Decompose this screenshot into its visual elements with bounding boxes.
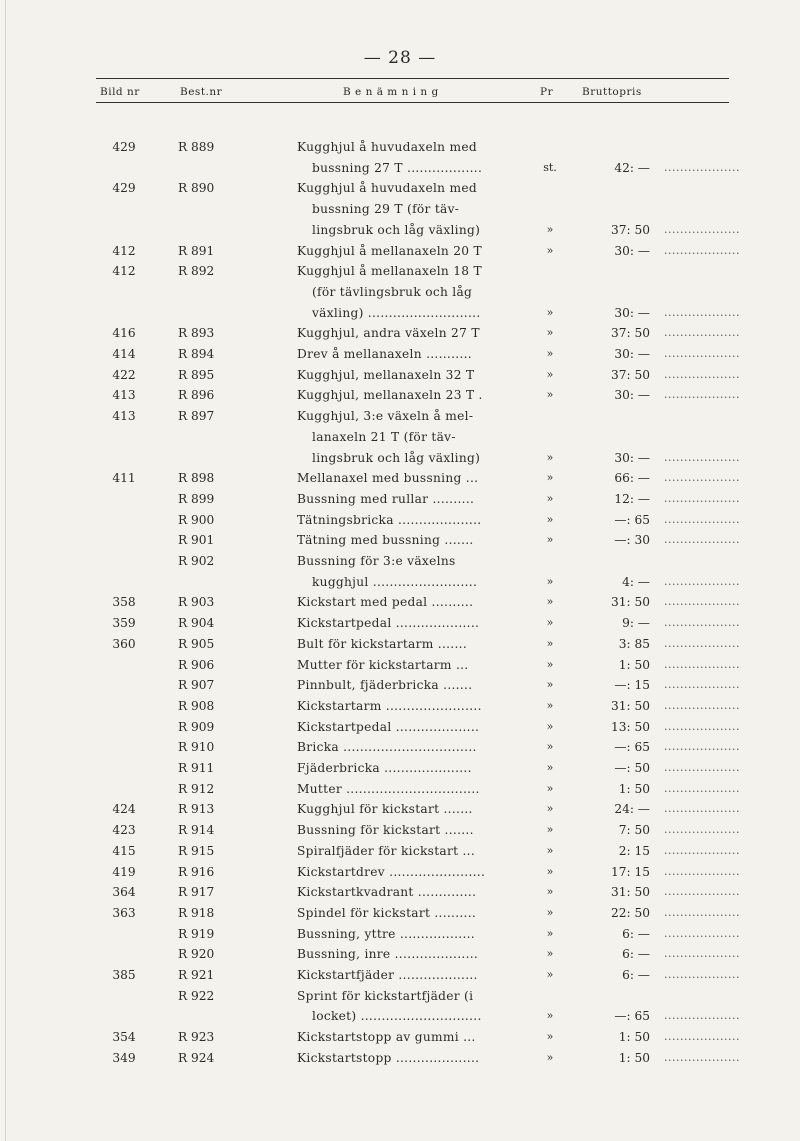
benamning-cell: Spiralfjäder för kickstart ... bbox=[297, 843, 475, 858]
best-nr-cell: R 889 bbox=[178, 140, 215, 154]
price-cell: —: 30 bbox=[614, 533, 650, 548]
benamning-cell: Kugghjul, mellanaxeln 23 T . bbox=[297, 388, 483, 403]
bild-nr-cell: 419 bbox=[112, 864, 136, 879]
bild-nr-cell: 364 bbox=[112, 885, 136, 900]
best-nr-cell: R 894 bbox=[178, 347, 215, 361]
unit-cell: » bbox=[546, 388, 554, 402]
table-row bbox=[0, 986, 800, 1006]
best-nr-cell: R 906 bbox=[178, 657, 215, 672]
benamning-cell: Pinnbult, fjäderbricka ....... bbox=[297, 678, 473, 693]
table-row bbox=[0, 944, 800, 964]
best-nr-cell: R 907 bbox=[178, 678, 215, 693]
table-row bbox=[0, 303, 800, 323]
leader-dots: ................... bbox=[664, 968, 740, 981]
best-nr-cell: R 897 bbox=[178, 409, 215, 424]
benamning-cell: Drev å mellanaxeln ........... bbox=[297, 347, 472, 361]
leader-dots: ................... bbox=[664, 885, 740, 899]
benamning-cell: Kugghjul, 3:e växeln å mel- bbox=[297, 409, 474, 424]
price-cell: 1: 50 bbox=[618, 1050, 650, 1065]
leader-dots: ................... bbox=[664, 616, 740, 630]
best-nr-cell: R 898 bbox=[178, 471, 215, 486]
best-nr-cell: R 912 bbox=[178, 781, 215, 796]
table-row bbox=[0, 882, 800, 902]
price-cell: 1: 50 bbox=[618, 1030, 650, 1045]
leader-dots: ................... bbox=[664, 905, 740, 919]
benamning-cell: Tätning med bussning ....... bbox=[297, 533, 474, 548]
price-cell: 24: — bbox=[614, 802, 650, 817]
best-nr-cell: R 899 bbox=[178, 491, 215, 506]
unit-cell: » bbox=[546, 905, 554, 919]
table-row bbox=[0, 427, 800, 447]
best-nr-cell: R 914 bbox=[178, 823, 215, 838]
unit-cell: » bbox=[546, 1030, 554, 1044]
best-nr-cell: R 893 bbox=[178, 326, 215, 341]
benamning-cell: Kickstartpedal .................... bbox=[297, 616, 480, 631]
bild-nr-cell: 422 bbox=[112, 367, 136, 382]
benamning-cell: Kickstartstopp .................... bbox=[297, 1050, 480, 1065]
leader-dots: ................... bbox=[664, 1009, 740, 1023]
benamning-cell: lingsbruk och låg växling) bbox=[312, 222, 481, 237]
benamning-cell: Sprint för kickstartfjäder (i bbox=[297, 988, 474, 1003]
header-best-nr: Best.nr bbox=[180, 86, 223, 98]
header-pr: Pr bbox=[540, 86, 554, 98]
benamning-cell: Kickstartkvadrant .............. bbox=[297, 885, 477, 900]
best-nr-cell: R 924 bbox=[178, 1050, 215, 1065]
price-cell: 2: 15 bbox=[618, 843, 650, 858]
leader-dots: ................... bbox=[664, 802, 740, 816]
bild-nr-cell: 354 bbox=[112, 1030, 136, 1045]
price-cell: —: 15 bbox=[614, 678, 650, 693]
benamning-cell: Fjäderbricka ..................... bbox=[297, 761, 472, 775]
price-cell: 31: 50 bbox=[611, 885, 650, 900]
benamning-cell: växling) ........................... bbox=[312, 305, 481, 320]
table-row bbox=[0, 282, 800, 302]
table-row bbox=[0, 1006, 800, 1026]
benamning-cell: Kugghjul å mellanaxeln 18 T bbox=[297, 264, 482, 279]
table-row bbox=[0, 344, 800, 364]
unit-cell: » bbox=[546, 471, 554, 485]
best-nr-cell: R 923 bbox=[178, 1030, 215, 1045]
benamning-cell: Bussning, yttre .................. bbox=[297, 926, 475, 941]
leader-dots: ................... bbox=[664, 574, 740, 588]
unit-cell: » bbox=[546, 864, 554, 878]
unit-cell: » bbox=[546, 326, 554, 340]
table-row bbox=[0, 965, 800, 985]
leader-dots: ................... bbox=[664, 1030, 740, 1044]
leader-dots: ................... bbox=[664, 367, 740, 381]
unit-cell: » bbox=[546, 719, 554, 733]
best-nr-cell: R 920 bbox=[178, 947, 215, 962]
benamning-cell: Mutter för kickstartarm ... bbox=[297, 657, 469, 672]
leader-dots: ................... bbox=[664, 160, 740, 174]
page-number: — 28 — bbox=[363, 48, 437, 68]
best-nr-cell: R 910 bbox=[178, 740, 215, 755]
unit-cell: » bbox=[546, 698, 554, 712]
table-row bbox=[0, 903, 800, 923]
price-cell: 30: — bbox=[614, 347, 650, 361]
unit-cell: » bbox=[546, 657, 554, 671]
best-nr-cell: R 895 bbox=[178, 367, 215, 382]
price-cell: 37: 50 bbox=[611, 367, 650, 382]
bild-nr-cell: 429 bbox=[112, 140, 136, 154]
leader-dots: ................... bbox=[664, 388, 740, 402]
leader-dots: ................... bbox=[664, 326, 740, 340]
table-row bbox=[0, 365, 800, 385]
unit-cell: » bbox=[546, 367, 554, 381]
benamning-cell: Mellanaxel med bussning ... bbox=[297, 471, 479, 486]
bild-nr-cell: 424 bbox=[112, 802, 136, 817]
leader-dots: ................... bbox=[664, 864, 740, 878]
benamning-cell: (för tävlingsbruk och låg bbox=[312, 284, 473, 299]
unit-cell: » bbox=[546, 491, 554, 505]
best-nr-cell: R 905 bbox=[178, 636, 215, 651]
benamning-cell: Tätningsbricka .................... bbox=[297, 512, 482, 527]
unit-cell: » bbox=[546, 595, 554, 609]
bild-nr-cell: 358 bbox=[112, 595, 136, 610]
benamning-cell: Bult för kickstartarm ....... bbox=[297, 636, 467, 651]
price-cell: 3: 85 bbox=[618, 636, 650, 651]
best-nr-cell: R 917 bbox=[178, 885, 215, 900]
price-cell: 42: — bbox=[614, 160, 650, 175]
best-nr-cell: R 896 bbox=[178, 388, 215, 403]
best-nr-cell: R 903 bbox=[178, 595, 215, 610]
unit-cell: » bbox=[546, 678, 554, 692]
price-cell: 12: — bbox=[614, 491, 650, 506]
price-cell: 37: 50 bbox=[611, 326, 650, 341]
unit-cell: » bbox=[546, 636, 554, 650]
leader-dots: ................... bbox=[664, 1050, 740, 1064]
leader-dots: ................... bbox=[664, 926, 740, 940]
bild-nr-cell: 413 bbox=[112, 409, 136, 424]
table-row bbox=[0, 551, 800, 571]
price-cell: 13: 50 bbox=[611, 719, 650, 734]
benamning-cell: Kickstartstopp av gummi ... bbox=[297, 1030, 476, 1045]
price-cell: 31: 50 bbox=[611, 698, 650, 713]
table-row bbox=[0, 696, 800, 716]
price-cell: —: 50 bbox=[614, 761, 650, 775]
leader-dots: ................... bbox=[664, 823, 740, 837]
benamning-cell: kugghjul ......................... bbox=[312, 574, 478, 589]
leader-dots: ................... bbox=[664, 450, 740, 464]
table-row bbox=[0, 717, 800, 737]
unit-cell: » bbox=[546, 243, 554, 257]
unit-cell: » bbox=[546, 968, 554, 981]
best-nr-cell: R 922 bbox=[178, 988, 215, 1003]
table-row bbox=[0, 862, 800, 882]
benamning-cell: Kickstartarm ....................... bbox=[297, 698, 482, 713]
benamning-cell: bussning 27 T .................. bbox=[312, 160, 483, 175]
table-row bbox=[0, 406, 800, 426]
header-bild-nr: Bild nr bbox=[100, 86, 140, 98]
leader-dots: ................... bbox=[664, 781, 740, 795]
price-cell: 31: 50 bbox=[611, 595, 650, 610]
price-cell: 37: 50 bbox=[611, 222, 650, 237]
best-nr-cell: R 908 bbox=[178, 698, 215, 713]
table-row bbox=[0, 468, 800, 488]
benamning-cell: Bussning för kickstart ....... bbox=[297, 823, 474, 838]
best-nr-cell: R 900 bbox=[178, 512, 215, 527]
best-nr-cell: R 892 bbox=[178, 264, 215, 279]
price-cell: 7: 50 bbox=[618, 823, 650, 838]
benamning-cell: locket) ............................. bbox=[312, 1009, 482, 1024]
leader-dots: ................... bbox=[664, 491, 740, 505]
price-cell: 17: 15 bbox=[611, 864, 650, 879]
best-nr-cell: R 918 bbox=[178, 905, 215, 920]
bild-nr-cell: 416 bbox=[112, 326, 136, 341]
unit-cell: » bbox=[546, 740, 554, 754]
price-cell: —: 65 bbox=[614, 1009, 650, 1024]
table-row bbox=[0, 241, 800, 261]
table-row bbox=[0, 737, 800, 757]
leader-dots: ................... bbox=[664, 657, 740, 671]
benamning-cell: Kugghjul å mellanaxeln 20 T bbox=[297, 243, 482, 258]
price-cell: 6: — bbox=[622, 926, 650, 941]
benamning-cell: Mutter ................................ bbox=[297, 781, 480, 796]
benamning-cell: Bussning, inre .................... bbox=[297, 947, 479, 962]
price-cell: 1: 50 bbox=[618, 657, 650, 672]
price-cell: 30: — bbox=[614, 388, 650, 403]
table-row bbox=[0, 572, 800, 592]
bild-nr-cell: 412 bbox=[112, 243, 136, 258]
benamning-cell: Spindel för kickstart .......... bbox=[297, 905, 477, 920]
bild-nr-cell: 429 bbox=[112, 181, 136, 196]
price-cell: 30: — bbox=[614, 305, 650, 320]
unit-cell: » bbox=[546, 761, 554, 774]
best-nr-cell: R 913 bbox=[178, 802, 215, 817]
table-row bbox=[0, 634, 800, 654]
benamning-cell: Kugghjul å huvudaxeln med bbox=[297, 140, 477, 154]
leader-dots: ................... bbox=[664, 698, 740, 712]
price-cell: 9: — bbox=[622, 616, 650, 631]
unit-cell: » bbox=[546, 926, 554, 940]
best-nr-cell: R 916 bbox=[178, 864, 215, 879]
bild-nr-cell: 359 bbox=[112, 616, 136, 631]
table-row bbox=[0, 841, 800, 861]
leader-dots: ................... bbox=[664, 595, 740, 609]
table-row bbox=[0, 758, 800, 778]
unit-cell: » bbox=[546, 781, 554, 795]
table-row bbox=[0, 385, 800, 405]
table-row bbox=[0, 178, 800, 198]
table-row bbox=[0, 613, 800, 633]
table-row bbox=[0, 448, 800, 468]
table-row bbox=[0, 675, 800, 695]
unit-cell: » bbox=[546, 616, 554, 630]
bild-nr-cell: 415 bbox=[112, 843, 136, 858]
price-cell: —: 65 bbox=[614, 740, 650, 755]
unit-cell: » bbox=[546, 305, 554, 319]
benamning-cell: Kugghjul för kickstart ....... bbox=[297, 802, 473, 817]
unit-cell: » bbox=[546, 222, 554, 236]
benamning-cell: Bussning för 3:e växelns bbox=[297, 554, 456, 568]
unit-cell: » bbox=[546, 574, 554, 588]
best-nr-cell: R 915 bbox=[178, 843, 215, 858]
benamning-cell: Kickstart med pedal .......... bbox=[297, 595, 474, 610]
benamning-cell: lingsbruk och låg växling) bbox=[312, 450, 481, 465]
benamning-cell: lanaxeln 21 T (för täv- bbox=[312, 429, 456, 444]
table-row bbox=[0, 592, 800, 612]
table-row bbox=[0, 799, 800, 819]
benamning-cell: Bussning med rullar .......... bbox=[297, 491, 475, 506]
unit-cell: » bbox=[546, 450, 554, 464]
leader-dots: ................... bbox=[664, 305, 740, 319]
leader-dots: ................... bbox=[664, 512, 740, 526]
leader-dots: ................... bbox=[664, 347, 740, 360]
benamning-cell: bussning 29 T (för täv- bbox=[312, 202, 460, 217]
unit-cell: » bbox=[546, 823, 554, 837]
unit-cell: » bbox=[546, 512, 554, 526]
unit-cell: » bbox=[546, 843, 554, 857]
table-row bbox=[0, 510, 800, 530]
leader-dots: ................... bbox=[664, 719, 740, 733]
leader-dots: ................... bbox=[664, 471, 740, 485]
table-row bbox=[0, 261, 800, 281]
benamning-cell: Kugghjul å huvudaxeln med bbox=[297, 181, 477, 196]
bild-nr-cell: 413 bbox=[112, 388, 136, 403]
table-row bbox=[0, 1027, 800, 1047]
leader-dots: ................... bbox=[664, 761, 740, 774]
table-row bbox=[0, 137, 800, 157]
bild-nr-cell: 363 bbox=[112, 905, 136, 920]
price-cell: 22: 50 bbox=[611, 905, 650, 920]
unit-cell: » bbox=[546, 947, 554, 961]
leader-dots: ................... bbox=[664, 947, 740, 961]
leader-dots: ................... bbox=[664, 678, 740, 692]
leader-dots: ................... bbox=[664, 222, 740, 236]
best-nr-cell: R 909 bbox=[178, 719, 215, 734]
table-row bbox=[0, 924, 800, 944]
table-row bbox=[0, 323, 800, 343]
benamning-cell: Kickstartfjäder ................... bbox=[297, 968, 478, 982]
table-row bbox=[0, 820, 800, 840]
table-row bbox=[0, 530, 800, 550]
table-row bbox=[0, 158, 800, 178]
bild-nr-cell: 414 bbox=[112, 347, 136, 361]
leader-dots: ................... bbox=[664, 740, 740, 754]
leader-dots: ................... bbox=[664, 843, 740, 857]
table-row bbox=[0, 220, 800, 240]
benamning-cell: Bricka ................................ bbox=[297, 740, 477, 755]
best-nr-cell: R 911 bbox=[178, 761, 215, 775]
price-cell: 30: — bbox=[614, 243, 650, 258]
best-nr-cell: R 921 bbox=[178, 968, 215, 982]
price-cell: 1: 50 bbox=[618, 781, 650, 796]
unit-cell: » bbox=[546, 885, 554, 899]
price-cell: 6: — bbox=[622, 968, 650, 982]
benamning-cell: Kugghjul, andra växeln 27 T bbox=[297, 326, 480, 341]
bild-nr-cell: 411 bbox=[112, 471, 136, 486]
unit-cell: » bbox=[546, 1009, 554, 1023]
best-nr-cell: R 901 bbox=[178, 533, 215, 548]
unit-cell: st. bbox=[543, 160, 557, 174]
best-nr-cell: R 890 bbox=[178, 181, 215, 196]
best-nr-cell: R 891 bbox=[178, 243, 215, 258]
bild-nr-cell: 349 bbox=[112, 1050, 136, 1065]
price-cell: 66: — bbox=[614, 471, 650, 486]
bild-nr-cell: 360 bbox=[112, 636, 136, 651]
table-row bbox=[0, 489, 800, 509]
unit-cell: » bbox=[546, 802, 554, 816]
unit-cell: » bbox=[546, 1050, 554, 1064]
leader-dots: ................... bbox=[664, 243, 740, 257]
header-bruttopris: Bruttopris bbox=[582, 86, 642, 98]
leader-dots: ................... bbox=[664, 533, 740, 547]
best-nr-cell: R 904 bbox=[178, 616, 215, 631]
header-benamning: B e n ä m n i n g bbox=[343, 86, 439, 98]
bild-nr-cell: 385 bbox=[112, 968, 136, 982]
table-row bbox=[0, 199, 800, 219]
best-nr-cell: R 919 bbox=[178, 926, 215, 941]
unit-cell: » bbox=[546, 347, 554, 360]
price-cell: 30: — bbox=[614, 450, 650, 465]
unit-cell: » bbox=[546, 533, 554, 547]
table-row bbox=[0, 655, 800, 675]
benamning-cell: Kickstartdrev ....................... bbox=[297, 864, 486, 879]
price-cell: 6: — bbox=[622, 947, 650, 962]
benamning-cell: Kugghjul, mellanaxeln 32 T bbox=[297, 367, 475, 382]
bild-nr-cell: 423 bbox=[112, 823, 136, 838]
table-row bbox=[0, 779, 800, 799]
price-cell: —: 65 bbox=[614, 512, 650, 527]
price-cell: 4: — bbox=[622, 574, 650, 589]
table-row bbox=[0, 1048, 800, 1068]
bild-nr-cell: 412 bbox=[112, 264, 136, 279]
leader-dots: ................... bbox=[664, 636, 740, 650]
benamning-cell: Kickstartpedal .................... bbox=[297, 719, 480, 734]
best-nr-cell: R 902 bbox=[178, 554, 215, 568]
